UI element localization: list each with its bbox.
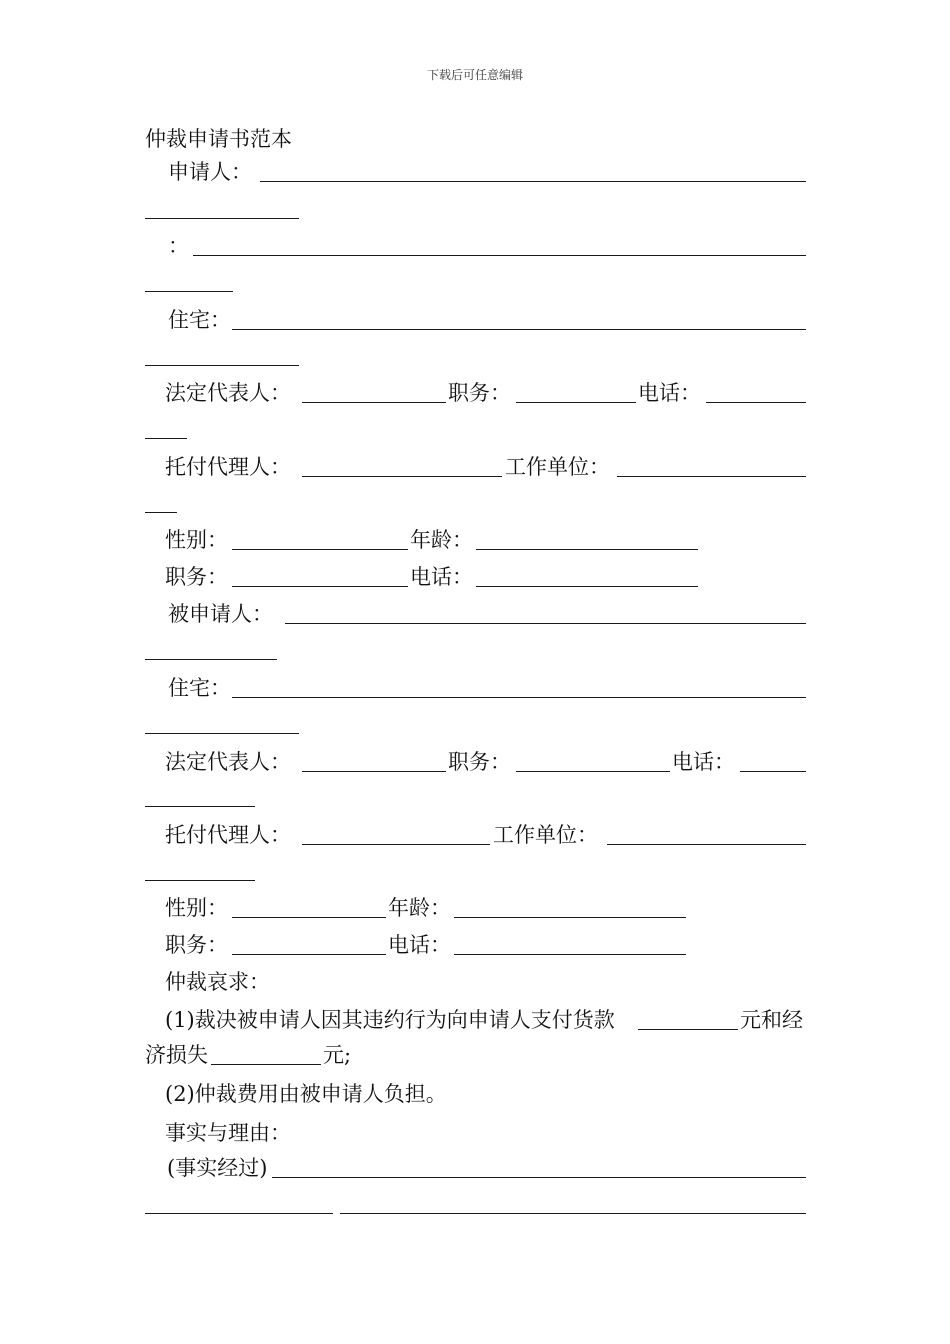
respondent-agent-phone-label: 电话： <box>388 933 451 957</box>
applicant-phone-field[interactable] <box>706 402 806 403</box>
respondent-legal-rep-label: 法定代表人： <box>165 750 291 774</box>
applicant-agent-phone-label: 电话： <box>410 565 473 589</box>
respondent-gender-label: 性别： <box>165 896 228 920</box>
applicant-name-field[interactable] <box>260 181 806 182</box>
applicant-colon-field-cont[interactable] <box>145 291 233 292</box>
applicant-legal-rep-label: 法定代表人： <box>165 381 291 405</box>
claims-heading: 仲裁哀求： <box>165 970 270 994</box>
applicant-work-unit-field[interactable] <box>617 476 806 477</box>
respondent-work-unit-label: 工作单位： <box>493 823 598 847</box>
header-note: 下载后可任意编辑 <box>426 68 523 82</box>
applicant-work-unit-field-cont[interactable] <box>145 512 177 513</box>
claim-item-1-unit: 元和经 <box>740 1008 803 1032</box>
goods-payment-amount-field[interactable] <box>638 1029 738 1030</box>
respondent-agent-position-field[interactable] <box>232 954 386 955</box>
respondent-agent-phone-field[interactable] <box>454 954 686 955</box>
claim-item-2-text: (2)仲裁费用由被申请人负担。 <box>165 1082 447 1106</box>
respondent-phone-label: 电话： <box>672 750 735 774</box>
applicant-agent-position-label: 职务： <box>165 565 228 589</box>
respondent-name-row <box>0 600 950 628</box>
claim-item-2-row <box>0 1080 950 1108</box>
applicant-phone-field-cont[interactable] <box>145 438 187 439</box>
facts-heading: 事实与理由： <box>165 1121 291 1145</box>
respondent-work-unit-field-cont[interactable] <box>145 880 255 881</box>
respondent-age-label: 年龄： <box>388 896 451 920</box>
applicant-position-field[interactable] <box>516 402 636 403</box>
applicant-agent-label: 托付代理人： <box>165 455 291 479</box>
respondent-agent-row <box>0 821 950 849</box>
applicant-legal-rep-row <box>0 379 950 407</box>
facts-detail-field[interactable] <box>272 1177 806 1178</box>
facts-detail-field-cont-1[interactable] <box>145 1213 333 1214</box>
applicant-gender-label: 性别： <box>165 528 228 552</box>
claims-heading-row <box>0 968 950 996</box>
applicant-legal-rep-field[interactable] <box>302 402 446 403</box>
respondent-address-field-cont[interactable] <box>145 733 299 734</box>
claim-item-1-loss-label: 济损失 <box>145 1043 208 1067</box>
applicant-position-label: 职务： <box>448 381 511 405</box>
applicant-name-row <box>0 158 950 186</box>
document-title: 仲裁申请书范本 <box>145 127 292 151</box>
respondent-phone-field-cont[interactable] <box>145 806 255 807</box>
applicant-colon-row <box>0 232 950 260</box>
applicant-colon-field[interactable] <box>193 255 806 256</box>
applicant-gender-field[interactable] <box>232 549 408 550</box>
respondent-position-label: 职务： <box>448 750 511 774</box>
applicant-address-label: 住宅： <box>168 308 231 332</box>
applicant-address-field[interactable] <box>232 329 806 330</box>
respondent-address-row <box>0 674 950 702</box>
facts-heading-row <box>0 1119 950 1147</box>
facts-detail-label: (事实经过) <box>167 1156 268 1180</box>
applicant-address-row <box>0 306 950 334</box>
applicant-age-label: 年龄： <box>410 528 473 552</box>
facts-detail-field-cont-2[interactable] <box>340 1213 806 1214</box>
applicant-gender-row <box>0 526 950 554</box>
respondent-name-field-cont[interactable] <box>145 659 277 660</box>
applicant-agent-phone-field[interactable] <box>476 586 698 587</box>
respondent-agent-label: 托付代理人： <box>165 823 291 847</box>
applicant-agent-row <box>0 453 950 481</box>
respondent-address-label: 住宅： <box>168 676 231 700</box>
applicant-work-unit-label: 工作单位： <box>505 455 610 479</box>
respondent-address-field[interactable] <box>232 697 806 698</box>
respondent-agent-position-row <box>0 931 950 959</box>
respondent-phone-field[interactable] <box>740 771 806 772</box>
respondent-age-field[interactable] <box>454 917 686 918</box>
applicant-address-field-cont[interactable] <box>145 365 299 366</box>
applicant-agent-position-row <box>0 563 950 591</box>
respondent-name-field[interactable] <box>285 623 806 624</box>
respondent-gender-row <box>0 894 950 922</box>
claim-item-1-loss-unit: 元; <box>323 1043 352 1067</box>
claim-item-1-row <box>0 1006 950 1034</box>
respondent-work-unit-field[interactable] <box>607 844 806 845</box>
respondent-agent-field[interactable] <box>302 844 490 845</box>
respondent-gender-field[interactable] <box>232 917 386 918</box>
economic-loss-amount-field[interactable] <box>211 1064 321 1065</box>
applicant-agent-field[interactable] <box>302 476 502 477</box>
respondent-position-field[interactable] <box>516 771 670 772</box>
respondent-legal-rep-row <box>0 748 950 776</box>
applicant-age-field[interactable] <box>476 549 698 550</box>
facts-detail-row <box>0 1154 950 1182</box>
applicant-name-field-cont[interactable] <box>145 218 299 219</box>
claim-item-1-text: (1)裁决被申请人因其违约行为向申请人支付货款 <box>165 1008 615 1032</box>
respondent-agent-position-label: 职务： <box>165 933 228 957</box>
applicant-phone-label: 电话： <box>638 381 701 405</box>
claim-item-1-cont-row <box>0 1041 950 1069</box>
applicant-agent-position-field[interactable] <box>232 586 408 587</box>
applicant-name-label: 申请人： <box>168 160 252 184</box>
respondent-name-label: 被申请人： <box>168 602 273 626</box>
applicant-colon-label: ： <box>168 234 189 258</box>
respondent-legal-rep-field[interactable] <box>302 771 446 772</box>
